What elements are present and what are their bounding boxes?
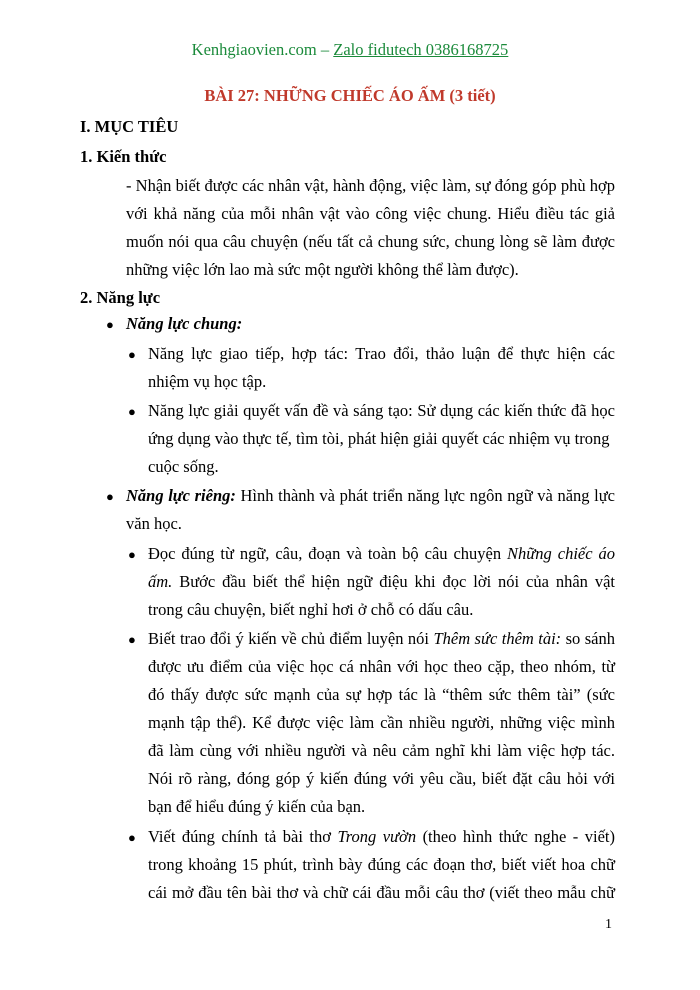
bullet-icon: ● [128, 404, 136, 419]
contact-link[interactable]: Zalo fidutech 0386168725 [333, 40, 509, 59]
bullet-icon: ● [106, 489, 114, 504]
specific-item-reading [148, 540, 615, 624]
story-title: ấm. [148, 572, 173, 591]
page-header [0, 40, 700, 60]
specific-item-speaking [148, 625, 615, 821]
knowledge-line: - Nhận biết được các nhân vật, hành động, việc làm, sự đóng góp phù hợp [126, 176, 615, 195]
knowledge-line: muốn nói qua câu chuyện (nếu tất cả chung sức, chung lòng sẽ làm được [126, 232, 615, 251]
bullet-icon: ● [128, 830, 136, 845]
item-line: mạnh tập thể). Kể được việc làm cần nhiều người, những việc mình [148, 713, 615, 732]
item-line: bạn để hiểu đúng ý kiến của bạn. [148, 797, 366, 816]
specific-text: văn học. [126, 514, 182, 533]
general-item-line: cuộc sống. [148, 457, 219, 476]
item-line: trong khoảng 15 phút, trình bày đúng các đoạn thơ, biết viết hoa chữ [148, 855, 615, 874]
bullet-icon: ● [128, 547, 136, 562]
general-competence-label [126, 310, 615, 338]
story-title: Những chiếc áo [507, 544, 615, 563]
general-label: Năng lực chung: [126, 314, 243, 333]
general-item-line: nhiệm vụ học tập. [148, 372, 267, 391]
subheading-knowledge: 1. Kiến thức [80, 147, 167, 166]
item-line: cái mở đầu tên bài thơ và chữ cái đầu mỗi câu thơ (viết theo mẫu chữ [148, 883, 615, 902]
specific-item-writing [148, 823, 615, 907]
general-item-line: ứng dụng vào thực tế, tìm tòi, phát hiện giải quyết các nhiệm vụ trong [148, 429, 610, 448]
item-text: (theo hình thức nghe - viết) [416, 827, 615, 846]
item-line: đã làm cùng với nhiều người và nêu cảm nghĩ khi làm việc hợp tác. [148, 741, 615, 760]
general-item [148, 340, 615, 396]
specific-text: Hình thành và phát triển năng lực ngôn ngữ và năng lực [235, 486, 615, 505]
section-heading-objectives: I. MỤC TIÊU [80, 117, 179, 136]
item-line: đó thấy được sức mạnh của sự hợp tác là “thêm sức thêm tài” (sức [148, 685, 615, 704]
general-item [148, 397, 615, 481]
item-text: Đọc đúng từ ngữ, câu, đoạn và toàn bộ câu chuyện [148, 544, 508, 563]
knowledge-line: với khả năng của mỗi nhân vật vào công việc chung. Hiểu điều tác giả [126, 204, 615, 223]
bullet-icon: ● [106, 317, 114, 332]
knowledge-line: những việc lớn lao mà sức một người không thể làm được). [126, 260, 519, 279]
bullet-icon: ● [128, 347, 136, 362]
item-text: Viết đúng chính tả bài thơ [148, 827, 338, 846]
site-link[interactable]: Kenhgiaovien.com [191, 40, 317, 59]
subheading-competence: 2. Năng lực [80, 288, 161, 307]
page-number: 1 [605, 917, 612, 932]
bullet-icon: ● [128, 632, 136, 647]
item-text: Biết trao đổi ý kiến về chủ điểm luyện nói [148, 629, 434, 648]
header-separator: – [320, 40, 330, 59]
specific-competence [126, 482, 615, 538]
knowledge-paragraph [126, 172, 615, 284]
item-text: Bước đầu biết thể hiện ngữ điệu khi đọc lời nói của nhân vật [172, 572, 615, 591]
general-item-line: Năng lực giao tiếp, hợp tác: Trao đổi, thảo luận để thực hiện các [148, 344, 615, 363]
lesson-title: BÀI 27: NHỮNG CHIẾC ÁO ẤM (3 tiết) [204, 86, 496, 105]
item-line: được ưu điểm của việc học cá nhân với học theo cặp, theo nhóm, từ [148, 657, 615, 676]
specific-label: Năng lực riêng: [126, 486, 236, 505]
item-text: trong câu chuyện, biết nghỉ hơi ở chỗ có dấu câu. [148, 600, 474, 619]
poem-title: Trong vườn [337, 827, 417, 846]
general-item-line: Năng lực giải quyết vấn đề và sáng tạo: Sử dụng các kiến thức đã học [148, 401, 615, 420]
topic-title: Thêm sức thêm tài: [433, 629, 562, 648]
item-text: so sánh [561, 629, 615, 648]
item-line: Nói rõ ràng, đóng góp ý kiến đúng với yêu cầu, biết đặt câu hỏi với [148, 769, 615, 788]
